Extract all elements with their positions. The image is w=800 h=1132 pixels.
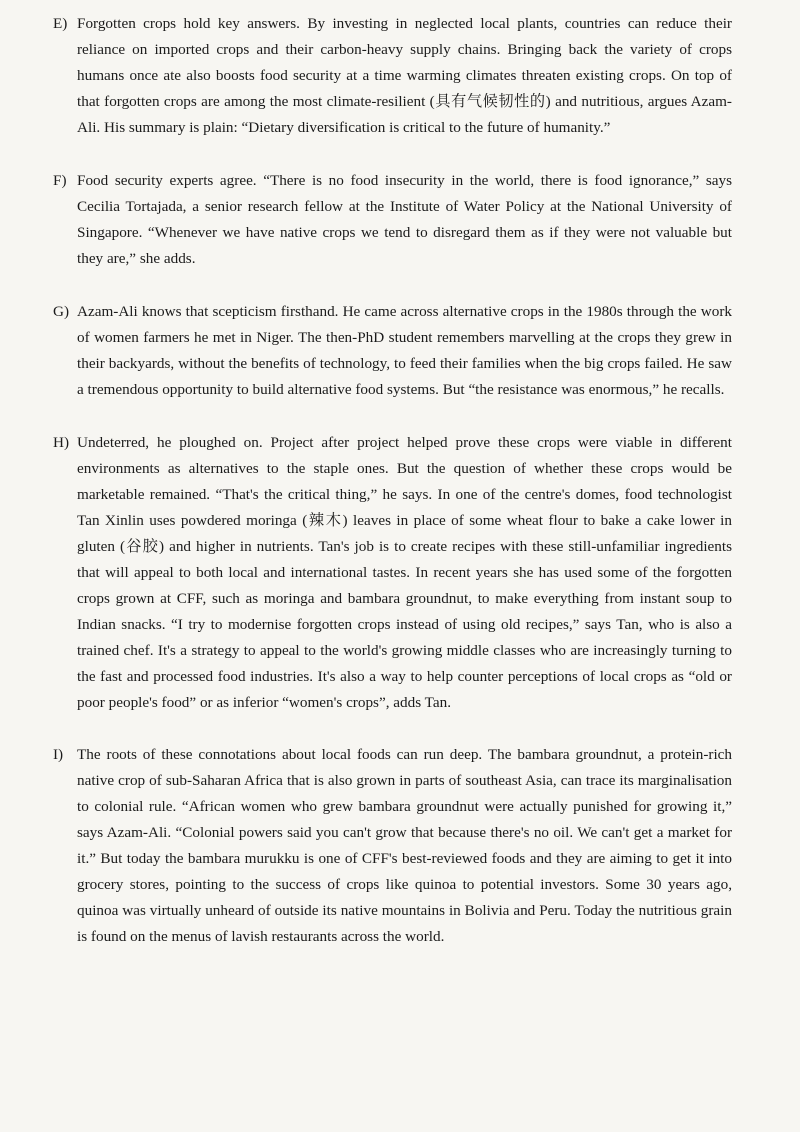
paragraph-text: Azam-Ali knows that scepticism firsthand. He came across alternative crops in the 1980s through the work of women farmers he met in Niger. The then-PhD student remembers marvelling at the crops they grew in their backyards, without the benefits of technology, to feed their families when the big crops failed. He saw a tremendous opportunity to build alternative food systems. But “the resistance was enormous,” he recalls. <box>77 303 732 398</box>
paragraph-e <box>53 11 732 141</box>
paragraph-i <box>53 742 732 950</box>
paragraph-h <box>53 430 732 716</box>
paragraph-letter: F) <box>53 172 67 189</box>
paragraph-letter: I) <box>53 746 64 763</box>
paragraph-letter: E) <box>53 15 68 32</box>
paragraph-f <box>53 168 732 272</box>
paragraph-text: Food security experts agree. “There is no food insecurity in the world, there is food ignorance,” says Cecilia Tortajada, a senior research fellow at the Institute of Water Policy at the National University of Singapore. “Whenever we have native crops we tend to disregard them as if they were not valuable but they are,” she adds. <box>77 172 732 267</box>
paragraph-text: Undeterred, he ploughed on. Project after project helped prove these crops were viable in different environments as alternatives to the staple ones. But the question of whether these crops would be marketable remained. “That's the critical thing,” he says. In one of the centre's domes, food technologist Tan Xinlin uses powdered moringa (辣木) leaves in place of some wheat flour to bake a cake lower in gluten (谷胶) and higher in nutrients. Tan's job is to create recipes with these still-unfamiliar ingredients that will appeal to both local and international tastes. In recent years she has used some of the forgotten crops grown at CFF, such as moringa and bambara groundnut, to make everything from instant soup to Indian snacks. “I try to modernise forgotten crops instead of using old recipes,” says Tan, who is also a trained chef. It's a strategy to appeal to the world's growing middle classes who are increasingly turning to the fast and processed food industries. It's also a way to help counter perceptions of local crops as “old or poor people's food” or as inferior “women's crops”, adds Tan. <box>77 434 732 711</box>
paragraph-letter: G) <box>53 303 70 320</box>
paragraph-g <box>53 299 732 403</box>
paragraph-letter: H) <box>53 434 70 451</box>
paragraph-text: The roots of these connotations about local foods can run deep. The bambara groundnut, a protein-rich native crop of sub-Saharan Africa that is also grown in parts of southeast Asia, can trace its marginalisation to colonial rule. “African women who grew bambara groundnut were actually punished for growing it,” says Azam-Ali. “Colonial powers said you can't grow that because there's no oil. We can't get a market for it.” But today the bambara murukku is one of CFF's best-reviewed foods and they are aiming to get it into grocery stores, pointing to the success of crops like quinoa to potential investors. Some 30 years ago, quinoa was virtually unheard of outside its native mountains in Bolivia and Peru. Today the nutritious grain is found on the menus of lavish restaurants across the world. <box>77 746 732 945</box>
paragraph-text: Forgotten crops hold key answers. By investing in neglected local plants, countries can reduce their reliance on imported crops and their carbon-heavy supply chains. Bringing back the variety of crops humans once ate also boosts food security at a time warming climates threaten existing crops. On top of that forgotten crops are among the most climate-resilient (具有气候韧性的) and nutritious, argues Azam-Ali. His summary is plain: “Dietary diversification is critical to the future of humanity.” <box>77 15 732 136</box>
